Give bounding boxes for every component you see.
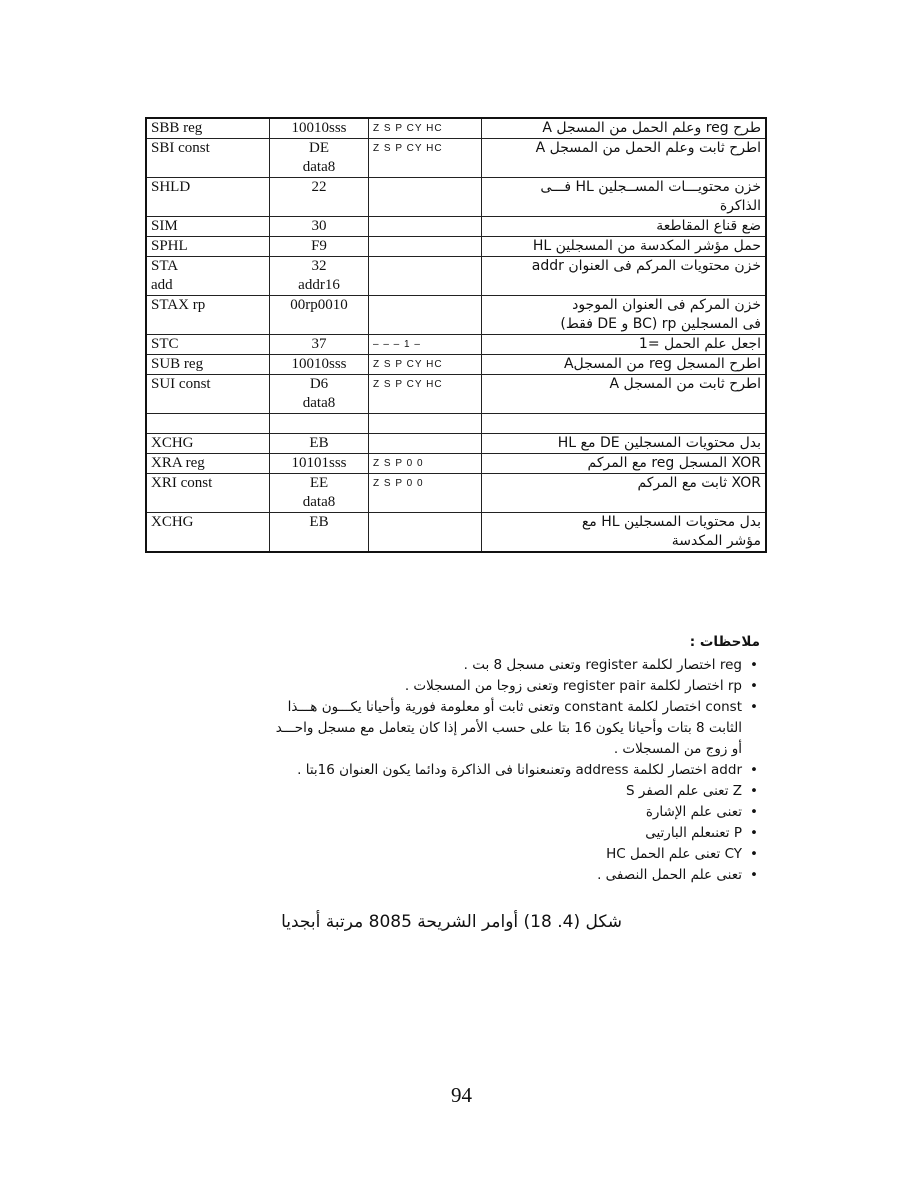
note-item: • addr اختصار لكلمة address وتعنىعنوانا فى الذاكرة ودائما يكون العنوان 16بتا .: [160, 760, 742, 781]
cell-line: مؤشر المكدسة: [671, 533, 761, 549]
flags-cell: [369, 454, 482, 474]
cell-line: SBB reg: [151, 120, 203, 136]
table-row: [146, 118, 766, 139]
note-item: • const اختصار لكلمة constant وتعنى ثابت أو معلومة فورية وأحيانا يكـــون هـــذا: [160, 697, 742, 718]
opcode-cell: [270, 375, 369, 414]
opcode-cell: [270, 414, 369, 434]
note-item: الثابت 8 بتات وأحيانا يكون 16 بتا على حسب الأمر إذا كان يتعامل مع مسجل واحـــد: [275, 720, 742, 736]
cell-line: 10010sss: [291, 120, 347, 136]
cell-line: خزن محتويات المركم فى العنوان addr: [531, 258, 761, 274]
flags-cell: [369, 355, 482, 375]
opcode-cell: [270, 513, 369, 553]
cell-line: 00rp0010: [290, 297, 348, 313]
opcode-cell: [270, 178, 369, 217]
cell-line: الذاكرة: [719, 198, 761, 214]
flags-cell: [369, 335, 482, 355]
cell-line: 22: [311, 179, 327, 195]
cell-line: addr16: [298, 277, 340, 293]
note-item: • P تعنىعلم البارتيى: [160, 823, 742, 844]
cell-line: XRA reg: [151, 455, 205, 471]
cell-line: ضع قناع المقاطعة: [656, 218, 761, 234]
cell-line: SIM: [151, 218, 178, 234]
note-item: • rp اختصار لكلمة register pair وتعنى زوجا من المسجلات .: [160, 676, 742, 697]
cell-line: add: [151, 277, 173, 293]
flags-cell: [369, 296, 482, 335]
description-cell: [482, 375, 767, 414]
table-row: [146, 355, 766, 375]
cell-line: XRI const: [151, 475, 213, 491]
cell-line: EB: [309, 435, 329, 451]
mnemonic-cell: [146, 474, 270, 513]
opcode-cell: [270, 335, 369, 355]
flags-cell: [369, 217, 482, 237]
table-row: [146, 513, 766, 553]
mnemonic-cell: [146, 296, 270, 335]
table-row: [146, 139, 766, 178]
description-cell: [482, 237, 767, 257]
description-cell: [482, 139, 767, 178]
cell-line: بدل محتويات المسجلين DE مع HL: [557, 435, 761, 451]
cell-line: EE: [309, 475, 329, 491]
mnemonic-cell: [146, 335, 270, 355]
opcode-cell: [270, 118, 369, 139]
cell-line: SUB reg: [151, 356, 204, 372]
cell-line: XCHG: [151, 435, 194, 451]
description-cell: [482, 474, 767, 513]
cell-line: اطرح ثابت وعلم الحمل من المسجل A: [535, 140, 761, 156]
cell-line: SPHL: [151, 238, 188, 254]
flags-cell: [369, 178, 482, 217]
cell-line: EB: [309, 514, 329, 530]
description-cell: [482, 178, 767, 217]
mnemonic-cell: [146, 375, 270, 414]
opcode-cell: [270, 296, 369, 335]
description-cell: [482, 513, 767, 553]
flags-cell: [369, 118, 482, 139]
description-cell: [482, 454, 767, 474]
flags-cell: [369, 434, 482, 454]
note-item: • Z تعنى علم الصفر S: [160, 781, 742, 802]
description-cell: [482, 257, 767, 296]
description-cell: [482, 335, 767, 355]
cell-line: DE: [309, 140, 329, 156]
mnemonic-cell: [146, 434, 270, 454]
mnemonic-cell: [146, 178, 270, 217]
flags-cell: [369, 375, 482, 414]
table-row: [146, 296, 766, 335]
table-row: [146, 434, 766, 454]
table-row: [146, 335, 766, 355]
cell-line: Z S P 0 0: [373, 478, 424, 489]
cell-line: اطرح ثابت من المسجل A: [609, 376, 761, 392]
flags-cell: [369, 414, 482, 434]
description-cell: [482, 296, 767, 335]
flags-cell: [369, 474, 482, 513]
cell-line: طرح reg وعلم الحمل من المسجل A: [542, 120, 761, 136]
opcode-cell: [270, 237, 369, 257]
cell-line: SBI const: [151, 140, 210, 156]
mnemonic-cell: [146, 355, 270, 375]
cell-line: 10101sss: [291, 455, 347, 471]
cell-line: خزن المركم فى العنوان الموجود: [572, 297, 761, 313]
cell-line: اطرح المسجل reg من المسجلA: [563, 356, 761, 372]
note-item: • CY تعنى علم الحمل HC: [160, 844, 742, 865]
cell-line: STAX rp: [151, 297, 206, 313]
opcode-cell: [270, 217, 369, 237]
cell-line: – – – 1 –: [373, 339, 421, 350]
cell-line: بدل محتويات المسجلين HL مع: [581, 514, 761, 530]
mnemonic-cell: [146, 139, 270, 178]
cell-line: Z S P CY HC: [373, 379, 443, 390]
flags-cell: [369, 237, 482, 257]
mnemonic-cell: [146, 414, 270, 434]
table-row: [146, 178, 766, 217]
notes-section: [160, 632, 760, 886]
opcode-cell: [270, 434, 369, 454]
table-row: [146, 237, 766, 257]
cell-line: Z S P CY HC: [373, 123, 443, 134]
cell-line: data8: [302, 159, 336, 175]
table-row: [146, 217, 766, 237]
cell-line: XOR المسجل reg مع المركم: [587, 455, 761, 471]
mnemonic-cell: [146, 454, 270, 474]
note-item: • تعنى علم الحمل النصفى .: [160, 865, 742, 886]
cell-line: 37: [311, 336, 327, 352]
cell-line: data8: [302, 494, 336, 510]
cell-line: D6: [309, 376, 329, 392]
notes-list: [160, 655, 760, 886]
mnemonic-cell: [146, 257, 270, 296]
note-item: • تعنى علم الإشارة: [160, 802, 742, 823]
opcode-cell: [270, 257, 369, 296]
note-item: أو زوج من المسجلات .: [613, 741, 742, 757]
opcode-cell: [270, 355, 369, 375]
cell-line: Z S P CY HC: [373, 143, 443, 154]
note-item: • reg اختصار لكلمة register وتعنى مسجل 8 بت .: [160, 655, 742, 676]
cell-line: خزن محتويـــات المســجلين HL فـــى: [540, 179, 761, 195]
table-row: [146, 474, 766, 513]
cell-line: Z S P 0 0: [373, 458, 424, 469]
mnemonic-cell: [146, 237, 270, 257]
cell-line: XCHG: [151, 514, 194, 530]
flags-cell: [369, 513, 482, 553]
figure-caption: شكل (4. 18) أوامر الشريحة 8085 مرتبة أبجديا: [281, 912, 622, 932]
opcode-cell: [270, 139, 369, 178]
mnemonic-cell: [146, 118, 270, 139]
cell-line: 30: [311, 218, 327, 234]
description-cell: [482, 217, 767, 237]
cell-line: STA: [151, 258, 179, 274]
cell-line: 32: [311, 258, 327, 274]
instruction-table-body: [146, 118, 766, 552]
cell-line: XOR ثابت مع المركم: [637, 475, 761, 491]
cell-line: Z S P CY HC: [373, 359, 443, 370]
page-number: 94: [451, 1083, 472, 1107]
notes-heading: ملاحظات :: [689, 634, 760, 650]
table-row: [146, 257, 766, 296]
table-row: [146, 454, 766, 474]
mnemonic-cell: [146, 513, 270, 553]
cell-line: 10010sss: [291, 356, 347, 372]
description-cell: [482, 414, 767, 434]
mnemonic-cell: [146, 217, 270, 237]
cell-line: data8: [302, 395, 336, 411]
table-row: [146, 375, 766, 414]
cell-line: STC: [151, 336, 179, 352]
instruction-table: [145, 117, 767, 553]
cell-line: اجعل علم الحمل =1: [638, 336, 761, 352]
cell-line: فى المسجلين rp (BC و DE فقط): [560, 316, 761, 332]
table-row: [146, 414, 766, 434]
description-cell: [482, 434, 767, 454]
opcode-cell: [270, 454, 369, 474]
cell-line: SUI const: [151, 376, 211, 392]
flags-cell: [369, 139, 482, 178]
description-cell: [482, 118, 767, 139]
cell-line: حمل مؤشر المكدسة من المسجلين HL: [532, 238, 761, 254]
opcode-cell: [270, 474, 369, 513]
cell-line: SHLD: [151, 179, 191, 195]
cell-line: F9: [311, 238, 327, 254]
description-cell: [482, 355, 767, 375]
flags-cell: [369, 257, 482, 296]
